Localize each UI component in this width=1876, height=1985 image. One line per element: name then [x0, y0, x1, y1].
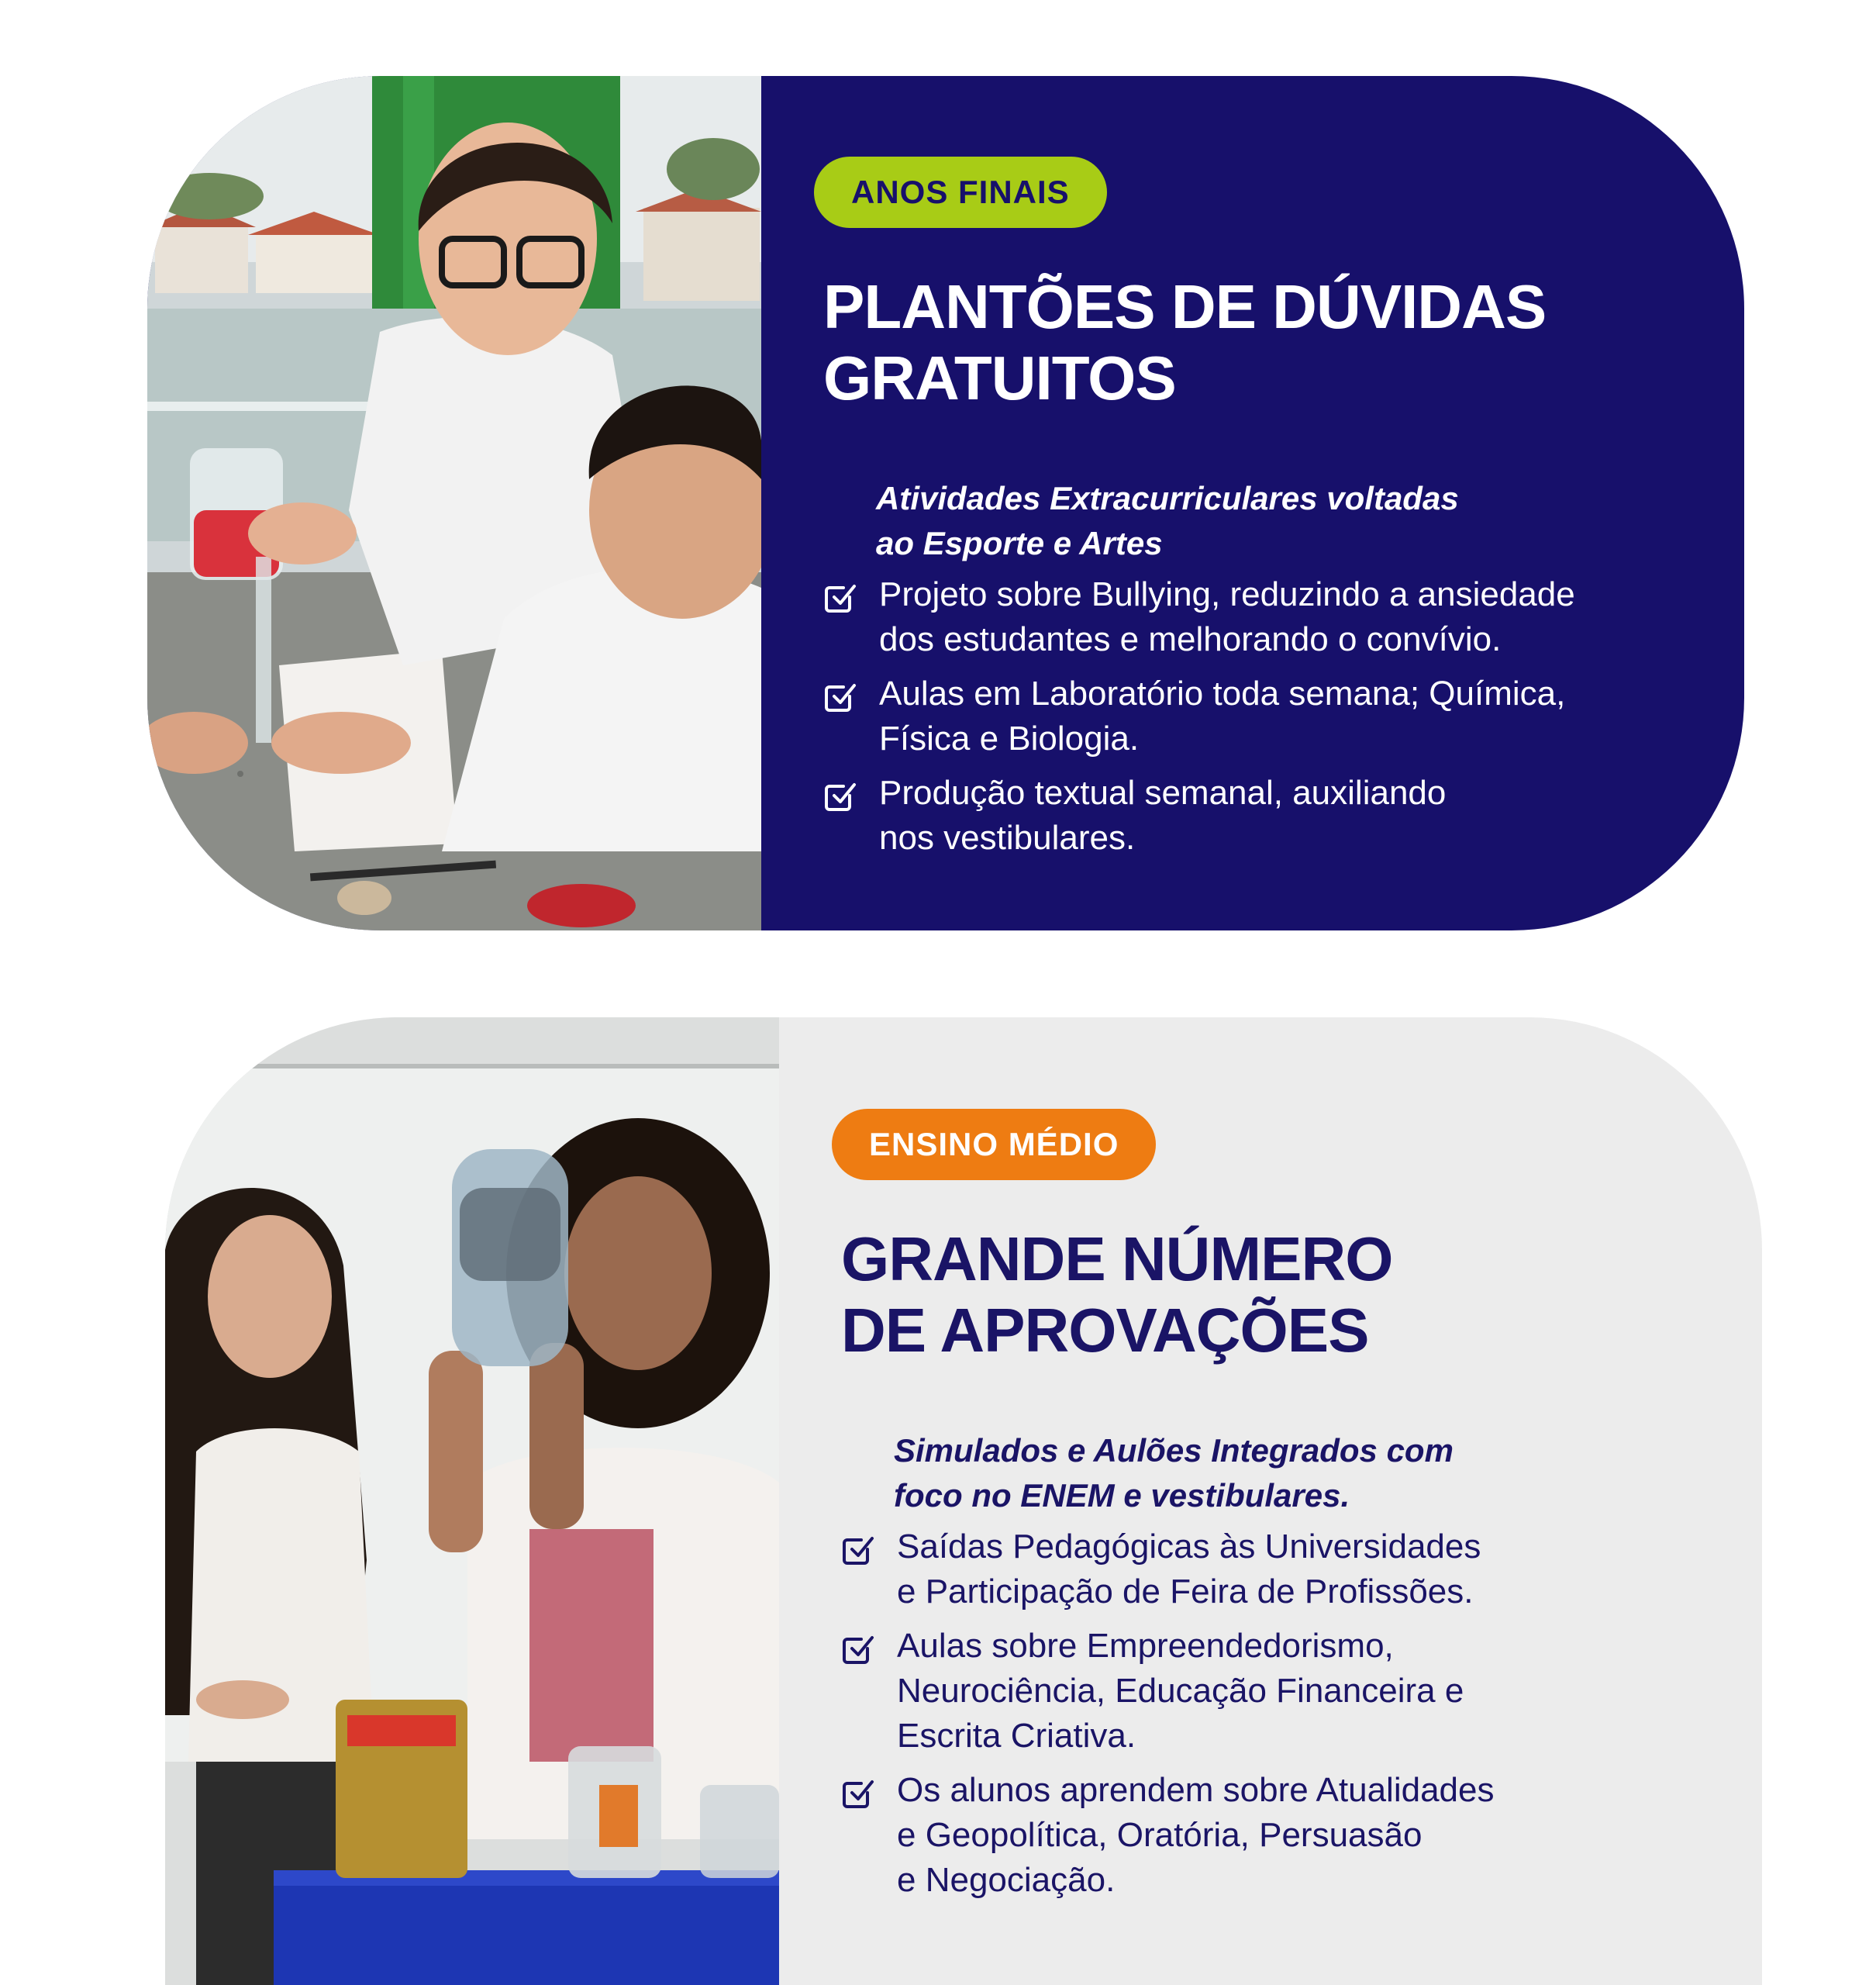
feature-list [814, 572, 1744, 861]
list-item-text [897, 1768, 1703, 1903]
ensino-medio-card [165, 1017, 1762, 1985]
section-title [841, 1224, 1762, 1366]
ensino-medio-badge: ENSINO MÉDIO [832, 1109, 1156, 1180]
title-line: GRATUITOS [823, 343, 1176, 413]
list-item-line: e Negociação. [897, 1861, 1116, 1899]
check-icon [841, 1776, 875, 1810]
list-item-line: Aulas sobre Empreendedorismo, [897, 1627, 1394, 1665]
list-item-line: Física e Biologia. [879, 720, 1140, 758]
list-item-text [879, 771, 1685, 861]
anos-finais-badge: ANOS FINAIS [814, 157, 1107, 228]
list-item [823, 671, 1744, 761]
list-item [823, 572, 1744, 662]
list-item-line: Os alunos aprendem sobre Atualidades [897, 1771, 1495, 1809]
subtitle-line: Simulados e Aulões Integrados com [894, 1432, 1454, 1469]
ensino-medio-content [779, 1017, 1762, 1985]
list-item [841, 1768, 1762, 1903]
list-item-line: Produção textual semanal, auxiliando [879, 774, 1447, 812]
anos-finais-content [761, 76, 1744, 930]
subtitle-line: Atividades Extracurriculares voltadas [876, 480, 1459, 516]
students-science-presentation-photo [165, 1017, 779, 1985]
check-icon [823, 679, 857, 713]
check-icon [841, 1532, 875, 1566]
subtitle-line: ao Esporte e Artes [876, 525, 1163, 561]
subtitle-line: foco no ENEM e vestibulares. [894, 1477, 1350, 1514]
list-item [823, 771, 1744, 861]
check-icon [823, 778, 857, 813]
list-item-text [897, 1524, 1703, 1614]
section-subtitle [894, 1428, 1623, 1518]
list-item-line: nos vestibulares. [879, 819, 1136, 857]
title-line: PLANTÕES DE DÚVIDAS [823, 272, 1547, 341]
list-item-text [879, 572, 1685, 662]
feature-list [832, 1524, 1762, 1903]
section-title [823, 271, 1744, 414]
list-item-line: e Participação de Feira de Profissões. [897, 1572, 1474, 1610]
list-item-line: dos estudantes e melhorando o convívio. [879, 620, 1502, 658]
list-item-line: e Geopolítica, Oratória, Persuasão [897, 1816, 1423, 1854]
list-item-line: Escrita Criativa. [897, 1717, 1136, 1755]
list-item [841, 1624, 1762, 1759]
list-item-line: Projeto sobre Bullying, reduzindo a ansiedade [879, 575, 1575, 613]
check-icon [823, 580, 857, 614]
list-item-line: Neurociência, Educação Financeira e [897, 1672, 1464, 1710]
list-item [841, 1524, 1762, 1614]
list-item-line: Aulas em Laboratório toda semana; Química, [879, 675, 1566, 713]
title-line: DE APROVAÇÕES [841, 1296, 1369, 1365]
students-chemistry-lab-photo [147, 76, 761, 930]
list-item-text [897, 1624, 1703, 1759]
section-subtitle [876, 476, 1605, 566]
list-item-line: Saídas Pedagógicas às Universidades [897, 1528, 1481, 1566]
anos-finais-card [147, 76, 1744, 930]
list-item-text [879, 671, 1685, 761]
title-line: GRANDE NÚMERO [841, 1224, 1393, 1293]
check-icon [841, 1631, 875, 1666]
